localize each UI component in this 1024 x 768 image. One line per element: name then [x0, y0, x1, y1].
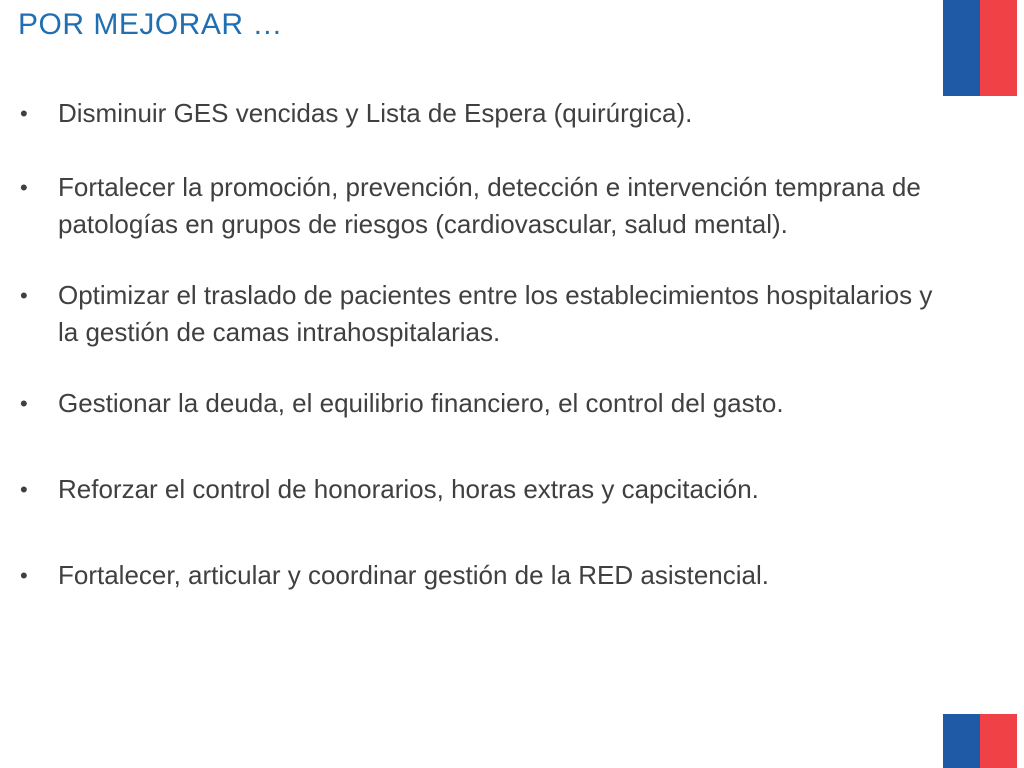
bullet-text: Disminuir GES vencidas y Lista de Espera (quirúrgica). [58, 98, 693, 128]
bullet-text: Fortalecer la promoción, prevención, detección e intervención temprana de patologías en grupos de riesgos (cardiovascular, salud mental). [58, 172, 921, 239]
slide-title: POR MEJORAR … [18, 8, 283, 41]
bullet-item [18, 169, 938, 243]
bullet-dot: • [20, 175, 28, 200]
bullet-text: Reforzar el control de honorarios, horas extras y capcitación. [58, 474, 759, 504]
bullet-item [18, 277, 938, 351]
bullet-text: Gestionar la deuda, el equilibrio financiero, el control del gasto. [58, 388, 784, 418]
bullet-list [18, 95, 938, 594]
bullet-item [18, 95, 938, 132]
bullet-text: Fortalecer, articular y coordinar gestión de la RED asistencial. [58, 560, 769, 590]
flag-blue-stripe [943, 0, 980, 96]
bullet-dot: • [20, 283, 28, 308]
bullet-dot: • [20, 563, 28, 588]
bullet-item [18, 385, 938, 422]
bullet-dot: • [20, 101, 28, 126]
flag-decoration-top [943, 0, 1017, 96]
flag-red-stripe [980, 0, 1017, 96]
flag-decoration-bottom [943, 714, 1017, 768]
bullet-dot: • [20, 391, 28, 416]
flag-blue-stripe [943, 714, 980, 768]
bullet-item [18, 471, 938, 508]
bullet-text: Optimizar el traslado de pacientes entre los establecimientos hospitalarios y la gestión de camas intrahospitalarias. [58, 280, 933, 347]
bullet-item [18, 557, 938, 594]
flag-red-stripe [980, 714, 1017, 768]
bullet-dot: • [20, 477, 28, 502]
